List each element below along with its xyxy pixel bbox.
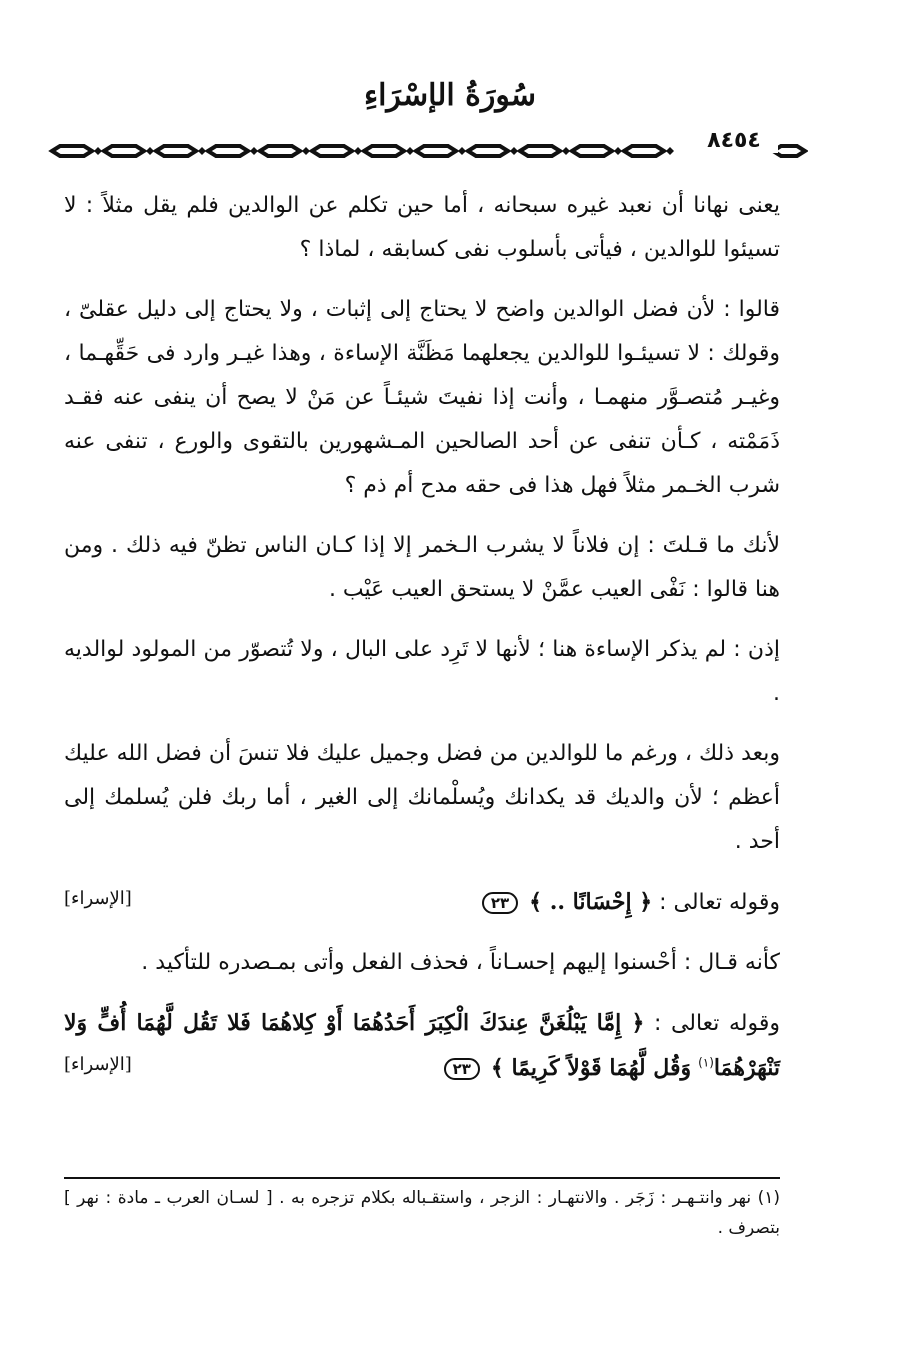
surah-reference: [الإسراء] xyxy=(64,1054,132,1075)
verse-number: ٢٣ xyxy=(444,1058,480,1080)
surah-reference: [الإسراء] xyxy=(64,888,132,909)
verse-text-part-1: ﴿ إِمَّا يَبْلُغَنَّ عِندَكَ الْكِبَرَ أَحَدُهُمَا أَوْ كِلاهُمَا فَلا تَقُل لَّهُمَا أُفٍّ وَلا تَنْهَرْهُمَا xyxy=(64,1010,780,1081)
chain-link-10 xyxy=(572,146,612,156)
verse-number: ٢٣ xyxy=(482,892,518,914)
chain-link-7 xyxy=(416,146,456,156)
page-number: ٨٤٥٤ xyxy=(690,128,778,153)
chain-link-1 xyxy=(104,146,144,156)
paragraph-6: كأنه قـال : أحْسنوا إليهم إحسـاناً ، فحذف الفعل وأتى بمـصدره للتأكيد . xyxy=(141,950,780,975)
verse-text: ﴿ إِحْسَانًا .. ﴾ xyxy=(529,889,653,915)
chain-link-11 xyxy=(624,146,664,156)
chain-link-8 xyxy=(468,146,508,156)
paragraph-5: وبعد ذلك ، ورغم ما للوالدين من فضل وجميل عليك فلا تنسَ أن فضل الله عليك أعظم ؛ لأن والديك قد يكدانك ويُسلْمانك إلى الغير ، أما ربك فلن يُسلمك إلى أحد . xyxy=(64,741,780,854)
verse-quote-2 xyxy=(64,1001,780,1091)
paragraph-1: يعنى نهانا أن نعبد غيره سبحانه ، أما حين تكلم عن الوالدين فلم يقل مثلاً : لا تسيئوا للوالدين ، فيأتى بأسلوب نفى كسابقه ، لماذا ؟ xyxy=(64,193,780,262)
chain-link-2 xyxy=(156,146,196,156)
chain-link-0 xyxy=(52,146,92,156)
footnote: (١) نهر وانتـهـر : زَجَر . والانتهـار : الزجر ، واستقـباله بكلام تزجره به . [ لسـان العرب ـ مادة : نهر ] بتصرف . xyxy=(64,1188,780,1238)
chain-diamond-11 xyxy=(666,147,674,155)
footnote-marker: (١) xyxy=(698,1055,714,1070)
paragraph-2: قالوا : لأن فضل الوالدين واضح لا يحتاج إلى إثبات ، ولا يحتاج إلى دليل عقلىّ ، وقولك : لا تسيئـوا للوالدين يجعلهما مَظَنَّة الإساءة ، وهذا غيـر وارد فى حَقِّهـما ، وغيـر مُتصـوَّر منهمـا ، وأنت إذا نفيتَ شيئـاً عن مَنْ لا يصح أن ينفى عنه فقـد ذَمَمْته ، كـأن تنفى عن أحد الصالحين المـشهورين بالتقوى والورع ، تنفى عنه شرب الخـمر مثلاً فهل هذا فى حقه مدح أم ذم ؟ xyxy=(64,297,780,498)
chain-link-5 xyxy=(312,146,352,156)
chain-link-9 xyxy=(520,146,560,156)
verse-intro: وقوله تعالى : xyxy=(659,890,780,915)
page-body xyxy=(64,184,780,1107)
paragraph-3: لأنك ما قـلتَ : إن فلاناً لا يشرب الـخمر إلا إذا كـان الناس تظنّ فيه ذلك . ومن هنا قالوا : نَفْى العيب عمَّنْ لا يستحق العيب عَيْب . xyxy=(64,533,780,602)
verse-text-part-2: وَقُل لَّهُمَا قَوْلاً كَرِيمًا ﴾ xyxy=(490,1055,692,1081)
paragraph-4: إذن : لم يذكر الإساءة هنا ؛ لأنها لا تَرِد على البال ، ولا تُتصوّر من المولود لوالديه . xyxy=(64,637,780,706)
verse-intro: وقوله تعالى : xyxy=(653,1011,780,1036)
chain-link-4 xyxy=(260,146,300,156)
surah-title: سُورَةُ الإسْرَاءِ xyxy=(363,78,537,113)
verse-quote-1 xyxy=(64,880,780,925)
footnote-divider xyxy=(64,1177,780,1179)
chain-link-3 xyxy=(208,146,248,156)
chain-link-6 xyxy=(364,146,404,156)
